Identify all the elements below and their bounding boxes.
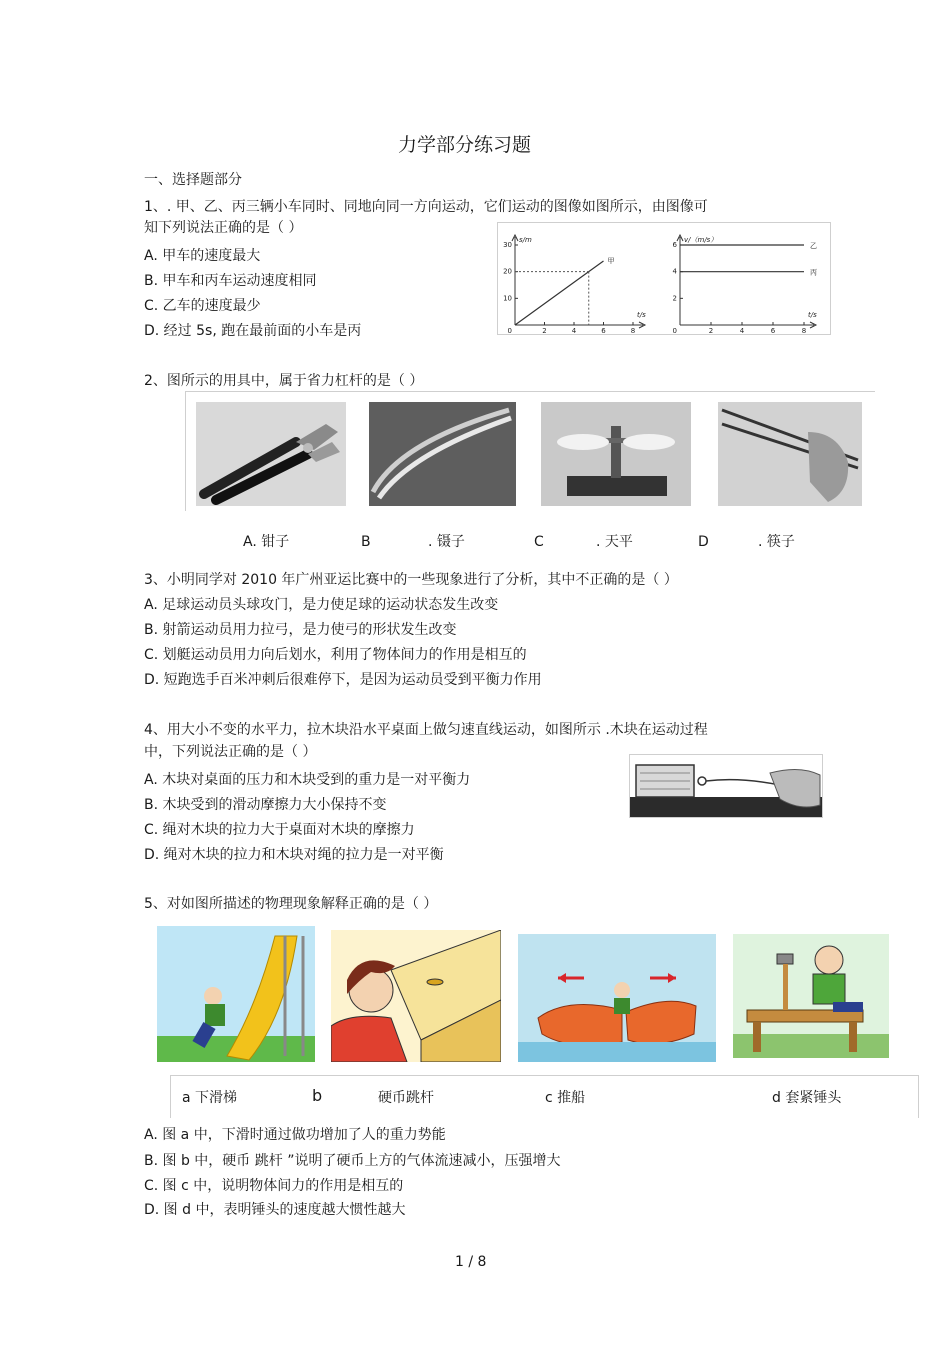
q5-caption-c: c 推船 (545, 1090, 586, 1106)
q1-stem-line1: 1、. 甲、乙、丙三辆小车同时、同地向同一方向运动，它们运动的图像如图所示，由图像可 (144, 199, 708, 215)
q2-stem: 2、图所示的用具中，属于省力杠杆的是（ ） (144, 373, 424, 389)
boat-image (518, 934, 716, 1062)
q1-chart-figure (497, 222, 831, 335)
q2-caption-c: . 天平 (596, 534, 633, 550)
x-tick-label: 4 (739, 327, 745, 335)
y-tick-label: 0 (672, 327, 677, 335)
q5-caption-d: d 套紧锤头 (772, 1090, 842, 1106)
y-axis-label: v/（m/s） (684, 236, 718, 244)
series-jia-line (515, 261, 604, 325)
slide-image (157, 926, 315, 1062)
q3-stem: 3、小明同学对 2010 年广州亚运比赛中的一些现象进行了分析，其中不正确的是（ ） (144, 572, 678, 588)
series-label-yi: 乙 (810, 242, 817, 250)
q5-option-d: D. 图 d 中，表明锤头的速度越大惯性越大 (144, 1202, 406, 1218)
x-tick-label: 2 (708, 327, 714, 335)
q2-caption-a: A. 钳子 (243, 534, 290, 550)
section-heading: 一、选择题部分 (144, 172, 242, 188)
q2-caption-b-letter: B (361, 534, 371, 550)
tweezers-image (369, 402, 516, 506)
y-tick-label: 20 (503, 267, 512, 276)
x-tick-label: 6 (770, 327, 776, 335)
y-tick-label: 30 (503, 241, 512, 249)
q1-stem-line2: 知下列说法正确的是（ ） (144, 220, 303, 236)
balance-scale-image (541, 402, 691, 506)
q4-option-c: C. 绳对木块的拉力大于桌面对木块的摩擦力 (144, 822, 415, 838)
q5-caption-a: a 下滑梯 (182, 1090, 238, 1106)
q5-option-a: A. 图 a 中，下滑时通过做功增加了人的重力势能 (144, 1127, 446, 1143)
chart-left (503, 235, 646, 335)
q2-caption-c-letter: C (534, 534, 544, 550)
q4-option-b: B. 木块受到的滑动摩擦力大小保持不变 (144, 797, 387, 813)
x-tick-label: 6 (601, 327, 606, 335)
q1-option-b: B. 甲车和丙车运动速度相同 (144, 273, 317, 289)
y-tick-label: 10 (503, 294, 512, 303)
q5-stem: 5、对如图所描述的物理现象解释正确的是（ ） (144, 896, 438, 912)
q2-caption-b: . 镊子 (428, 534, 465, 550)
page-title: 力学部分练习题 (398, 134, 532, 156)
chopsticks-image (718, 402, 862, 506)
wooden-block-image (629, 754, 823, 818)
q5-caption-b-letter: b (312, 1086, 323, 1105)
q4-stem-line1: 4、用大小不变的水平力，拉木块沿水平桌面上做匀速直线运动，如图所示 .木块在运动过程 (144, 722, 708, 738)
q2-caption-d-letter: D (698, 534, 709, 550)
page-number: 1 / 8 (455, 1254, 487, 1270)
hammer-image (733, 934, 889, 1058)
series-jia-label: 甲 (607, 257, 615, 265)
x-axis-label: t/s (637, 311, 646, 319)
x-tick-label: 8 (801, 327, 807, 335)
q4-option-d: D. 绳对木块的拉力和木块对绳的拉力是一对平衡 (144, 847, 444, 863)
q5-option-b: B. 图 b 中，硬币 跳杆 ”说明了硬币上方的气体流速减小，压强增大 (144, 1153, 561, 1169)
q3-option-b: B. 射箭运动员用力拉弓，是力使弓的形状发生改变 (144, 622, 457, 638)
q5-option-c: C. 图 c 中，说明物体间力的作用是相互的 (144, 1178, 404, 1194)
pliers-image (196, 402, 346, 506)
q3-option-a: A. 足球运动员头球攻门，是力使足球的运动状态发生改变 (144, 597, 499, 613)
chart-right (673, 235, 818, 335)
y-tick-label: 6 (672, 241, 677, 249)
q4-stem-line2: 中，下列说法正确的是（ ） (144, 744, 317, 760)
q4-option-a: A. 木块对桌面的压力和木块受到的重力是一对平衡力 (144, 772, 471, 788)
q1-option-c: C. 乙车的速度最少 (144, 298, 261, 314)
y-tick-label: 0 (507, 327, 512, 335)
x-tick-label: 4 (571, 327, 577, 335)
y-axis-label: s/m (519, 236, 532, 244)
y-tick-label: 4 (672, 267, 677, 276)
x-tick-label: 2 (542, 327, 547, 335)
x-axis-label: t/s (808, 311, 817, 319)
q2-caption-d: . 筷子 (758, 534, 795, 550)
q1-option-a: A. 甲车的速度最大 (144, 248, 261, 264)
coin-jump-image (331, 930, 501, 1062)
q5-caption-b: 硬币跳杆 (378, 1090, 434, 1106)
q1-option-d: D. 经过 5s, 跑在最前面的小车是丙 (144, 323, 362, 339)
x-tick-label: 8 (630, 327, 636, 335)
y-tick-label: 2 (672, 294, 677, 303)
series-label-bing: 丙 (810, 268, 817, 277)
q3-option-c: C. 划艇运动员用力向后划水，利用了物体间力的作用是相互的 (144, 647, 527, 663)
q3-option-d: D. 短跑选手百米冲刺后很难停下，是因为运动员受到平衡力作用 (144, 672, 542, 688)
